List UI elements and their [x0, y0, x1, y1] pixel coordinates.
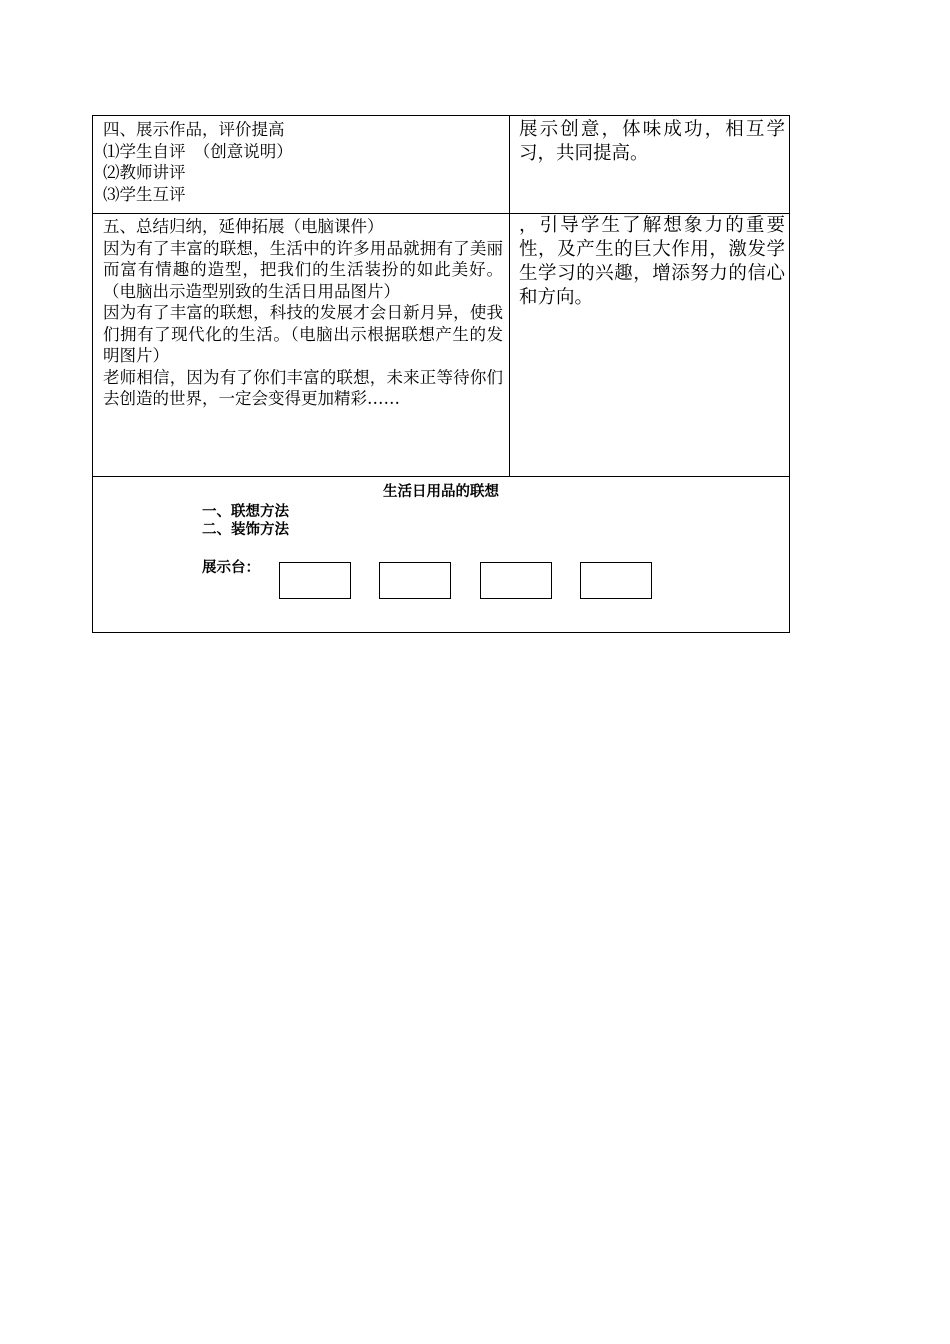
column-divider [509, 116, 510, 477]
row2-para-3: 老师相信，因为有了你们丰富的联想，未来正等待你们去创造的世界，一定会变得更加精彩…… [103, 367, 503, 408]
lesson-table [92, 115, 790, 633]
row1-item-2: ⑵教师讲评 [103, 163, 186, 182]
board-item-1: 一、联想方法 [202, 504, 289, 520]
board-title: 生活日用品的联想 [383, 484, 499, 500]
display-box-3 [480, 562, 552, 599]
row2-left-cell [103, 216, 503, 410]
row1-left-cell [103, 119, 503, 205]
display-label: 展示台： [202, 560, 260, 576]
display-box-1 [279, 562, 351, 599]
row1-heading: 四、展示作品，评价提高 [103, 120, 285, 139]
row2-para-1: 因为有了丰富的联想，生活中的许多用品就拥有了美丽而富有情趣的造型，把我们的生活装扮的如此美好。（电脑出示造型别致的生活日用品图片） [103, 238, 503, 301]
display-box-2 [379, 562, 451, 599]
row1-right-text: 展示创意，体味成功，相互学习，共同提高。 [519, 119, 785, 164]
row2-para-2: 因为有了丰富的联想，科技的发展才会日新月异，使我们拥有了现代化的生活。（电脑出示根据联想产生的发明图片） [103, 303, 503, 365]
row2-right-text: ，引导学生了解想象力的重要性，及产生的巨大作用，激发学生学习的兴趣，增添努力的信心和方向。 [519, 215, 785, 308]
display-box-4 [580, 562, 652, 599]
row2-heading: 五、总结归纳，延伸拓展（电脑课件） [103, 217, 384, 236]
row-divider-2 [93, 476, 789, 477]
row2-right-cell [519, 214, 785, 310]
row1-item-1: ⑴学生自评 （创意说明） [103, 141, 293, 161]
row1-item-3: ⑶学生互评 [103, 184, 186, 204]
row1-right-cell [519, 118, 785, 166]
board-item-2: 二、装饰方法 [202, 522, 289, 538]
